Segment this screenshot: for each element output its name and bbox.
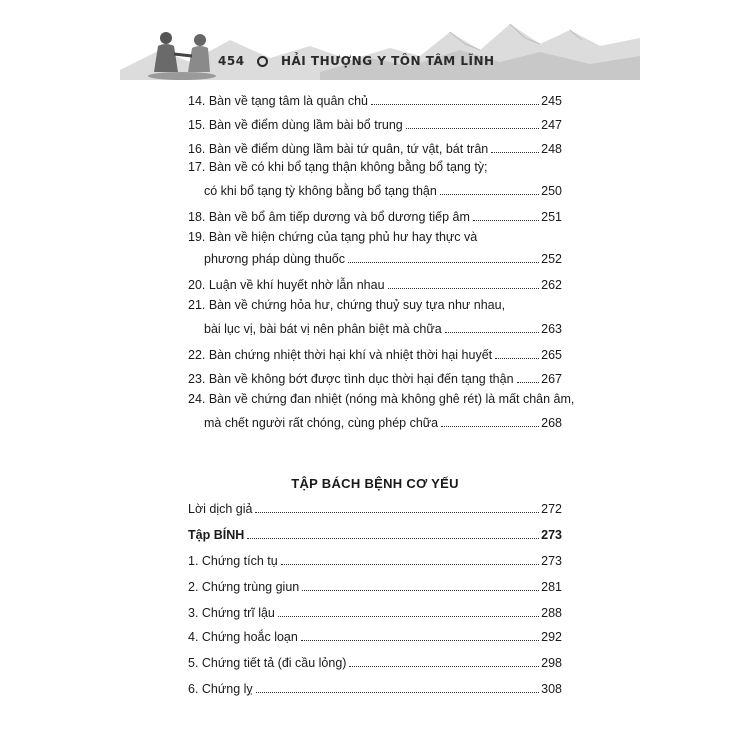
- toc-entry-line: 21. Bàn về chứng hỏa hư, chứng thuỷ suy tựa như nhau,: [188, 298, 506, 312]
- dot-leader: [281, 564, 539, 565]
- toc-entry: có khi bổ tạng tỳ không bằng bổ tạng thận 250: [204, 184, 562, 198]
- toc-entry: 6. Chứng lỵ 308: [188, 682, 562, 696]
- dot-leader: [348, 262, 539, 263]
- people-illustration: [148, 28, 218, 80]
- toc-page-number: 298: [541, 656, 562, 670]
- dot-leader: [256, 692, 539, 693]
- dot-leader: [388, 288, 540, 289]
- toc-entry: Lời dịch giả 272: [188, 502, 562, 516]
- toc-entry-line: 17. Bàn về có khi bổ tạng thận không bằng bổ tạng tỳ;: [188, 160, 488, 174]
- toc-entry: phương pháp dùng thuốc 252: [204, 252, 562, 266]
- toc-page-number: 251: [541, 210, 562, 224]
- section-title: TẬP BÁCH BỆNH CƠ YẾU: [291, 476, 459, 491]
- toc-page-number: 252: [541, 252, 562, 266]
- toc-page-number: 267: [541, 372, 562, 386]
- toc-entry: 5. Chứng tiết tả (đi cầu lỏng) 298: [188, 656, 562, 670]
- toc-entry: 2. Chứng trùng giun 281: [188, 580, 562, 594]
- dot-leader: [491, 152, 539, 153]
- toc-page-number: 288: [541, 606, 562, 620]
- dot-leader: [349, 666, 539, 667]
- toc-page-number: 248: [541, 142, 562, 156]
- toc-page-number: 262: [541, 278, 562, 292]
- toc-page-number: 308: [541, 682, 562, 696]
- dot-leader: [278, 616, 539, 617]
- dot-leader: [517, 382, 540, 383]
- toc-page-number: 247: [541, 118, 562, 132]
- header-book-title: HẢI THƯỢNG Y TÔN TÂM LĨNH: [280, 54, 495, 68]
- toc-entry: bài lục vị, bài bát vị nên phân biệt mà chữa 263: [204, 322, 562, 336]
- dot-leader: [406, 128, 539, 129]
- toc-entry: 4. Chứng hoắc loạn 292: [188, 630, 562, 644]
- toc-entry: 23. Bàn về không bớt được tình dục thời hại đến tạng thận 267: [188, 372, 562, 386]
- toc-entry: 1. Chứng tích tụ 273: [188, 554, 562, 568]
- dot-leader: [302, 590, 539, 591]
- toc-entry: 22. Bàn chứng nhiệt thời hại khí và nhiệt thời hại huyết 265: [188, 348, 562, 362]
- toc-page-number: 245: [541, 94, 562, 108]
- dot-leader: [301, 640, 539, 641]
- toc-page-number: 272: [541, 502, 562, 516]
- dot-leader: [473, 220, 539, 221]
- dot-leader: [371, 104, 539, 105]
- running-header: [218, 54, 495, 68]
- dot-leader: [441, 426, 539, 427]
- toc-entry: 18. Bàn về bổ âm tiếp dương và bổ dương tiếp âm 251: [188, 210, 562, 224]
- toc-entry: 20. Luận về khí huyết nhờ lẫn nhau 262: [188, 278, 562, 292]
- toc-page-number: 268: [541, 416, 562, 430]
- page-header: [120, 10, 640, 80]
- toc-entry: 16. Bàn về điểm dùng lầm bài tứ quân, tứ vật, bát trân 248: [188, 142, 562, 156]
- toc-entry-line: 19. Bàn về hiện chứng của tạng phủ hư hay thực và: [188, 230, 478, 244]
- toc-page-number: 281: [541, 580, 562, 594]
- toc-entry: 15. Bàn về điểm dùng lầm bài bổ trung 247: [188, 118, 562, 132]
- toc-entry-line: 24. Bàn về chứng đan nhiệt (nóng mà không ghê rét) là mất chân âm,: [188, 392, 575, 406]
- toc-page-number: 273: [541, 528, 562, 542]
- toc-page-number: 263: [541, 322, 562, 336]
- toc-entry: mà chết người rất chóng, cùng phép chữa 268: [204, 416, 562, 430]
- toc-entry: 3. Chứng trĩ lậu 288: [188, 606, 562, 620]
- dot-leader: [445, 332, 539, 333]
- toc-page-number: 250: [541, 184, 562, 198]
- dot-leader: [247, 538, 539, 539]
- header-page-number: 454: [218, 54, 245, 68]
- circle-ornament-icon: [257, 56, 268, 67]
- toc-page-number: 265: [541, 348, 562, 362]
- toc-entry: Tập BÍNH 273: [188, 528, 562, 542]
- toc-page-number: 273: [541, 554, 562, 568]
- toc-entry: 14. Bàn về tạng tâm là quân chủ 245: [188, 94, 562, 108]
- dot-leader: [495, 358, 539, 359]
- dot-leader: [255, 512, 539, 513]
- dot-leader: [440, 194, 539, 195]
- toc-page-number: 292: [541, 630, 562, 644]
